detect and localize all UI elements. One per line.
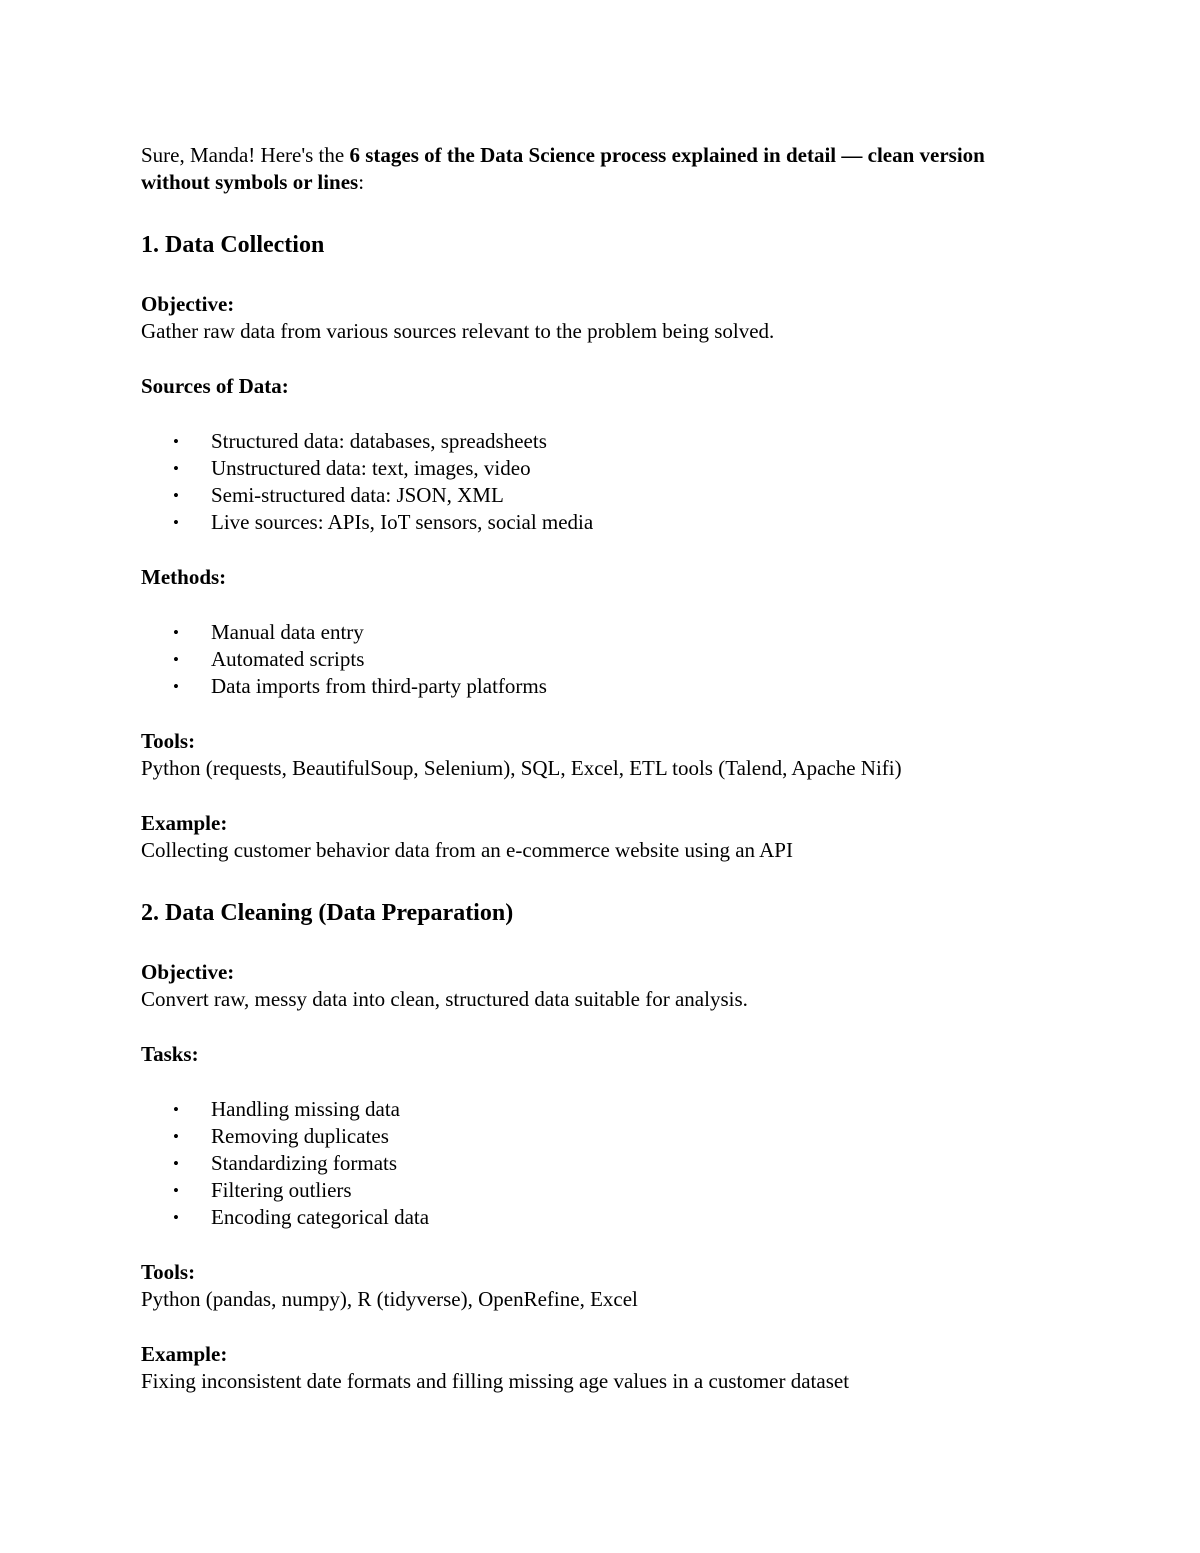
bullet-icon: • <box>173 1127 179 1146</box>
example-label: Example: <box>141 811 228 835</box>
objective-label: Objective: <box>141 960 235 984</box>
sources-list <box>141 428 1041 536</box>
list-item <box>141 1123 1041 1150</box>
list-item-text: Data imports from third-party platforms <box>211 674 547 698</box>
list-item-text: Structured data: databases, spreadsheets <box>211 429 547 453</box>
tasks-list <box>141 1096 1041 1231</box>
sources-label: Sources of Data: <box>141 374 289 398</box>
intro-lead: Sure, Manda! Here's the <box>141 143 350 167</box>
list-item <box>141 455 1041 482</box>
list-item <box>141 1150 1041 1177</box>
section-heading: 2. Data Cleaning (Data Preparation) <box>141 900 514 926</box>
list-item-text: Semi-structured data: JSON, XML <box>211 483 504 507</box>
section-heading: 1. Data Collection <box>141 232 325 258</box>
example-text: Fixing inconsistent date formats and filling missing age values in a customer dataset <box>141 1369 850 1393</box>
tools-text: Python (pandas, numpy), R (tidyverse), OpenRefine, Excel <box>141 1287 638 1311</box>
list-item-text: Manual data entry <box>211 620 364 644</box>
bullet-icon: • <box>173 513 179 532</box>
list-item <box>141 509 1041 536</box>
list-item <box>141 673 1041 700</box>
bullet-icon: • <box>173 623 179 642</box>
objective-text: Gather raw data from various sources relevant to the problem being solved. <box>141 319 775 343</box>
bullet-icon: • <box>173 432 179 451</box>
document-page <box>141 142 1041 1395</box>
bullet-icon: • <box>173 1208 179 1227</box>
list-item-text: Automated scripts <box>211 647 365 671</box>
list-item-text: Encoding categorical data <box>211 1205 430 1229</box>
list-item <box>141 619 1041 646</box>
tools-text: Python (requests, BeautifulSoup, Selenium), SQL, Excel, ETL tools (Talend, Apache Nifi) <box>141 756 902 780</box>
list-item-text: Standardizing formats <box>211 1151 398 1175</box>
intro-tail: : <box>358 170 365 194</box>
example-label: Example: <box>141 1342 228 1366</box>
bullet-icon: • <box>173 650 179 669</box>
list-item <box>141 1177 1041 1204</box>
tasks-label: Tasks: <box>141 1042 199 1066</box>
tools-label: Tools: <box>141 1260 196 1284</box>
list-item-text: Handling missing data <box>211 1097 400 1121</box>
objective-label: Objective: <box>141 292 235 316</box>
example-text: Collecting customer behavior data from an e-commerce website using an API <box>141 838 793 862</box>
bullet-icon: • <box>173 1154 179 1173</box>
bullet-icon: • <box>173 486 179 505</box>
methods-label: Methods: <box>141 565 227 589</box>
intro-paragraph <box>141 142 1041 196</box>
list-item-text: Filtering outliers <box>211 1178 352 1202</box>
methods-list <box>141 619 1041 700</box>
list-item <box>141 428 1041 455</box>
list-item-text: Unstructured data: text, images, video <box>211 456 531 480</box>
bullet-icon: • <box>173 459 179 478</box>
bullet-icon: • <box>173 1181 179 1200</box>
list-item <box>141 1204 1041 1231</box>
bullet-icon: • <box>173 1100 179 1119</box>
list-item <box>141 482 1041 509</box>
bullet-icon: • <box>173 677 179 696</box>
list-item <box>141 1096 1041 1123</box>
list-item-text: Live sources: APIs, IoT sensors, social media <box>211 510 594 534</box>
list-item <box>141 646 1041 673</box>
tools-label: Tools: <box>141 729 196 753</box>
objective-text: Convert raw, messy data into clean, structured data suitable for analysis. <box>141 987 748 1011</box>
list-item-text: Removing duplicates <box>211 1124 389 1148</box>
intro-bold: 6 stages of the Data Science process explained in detail — clean version without symbols or lines <box>141 143 985 194</box>
